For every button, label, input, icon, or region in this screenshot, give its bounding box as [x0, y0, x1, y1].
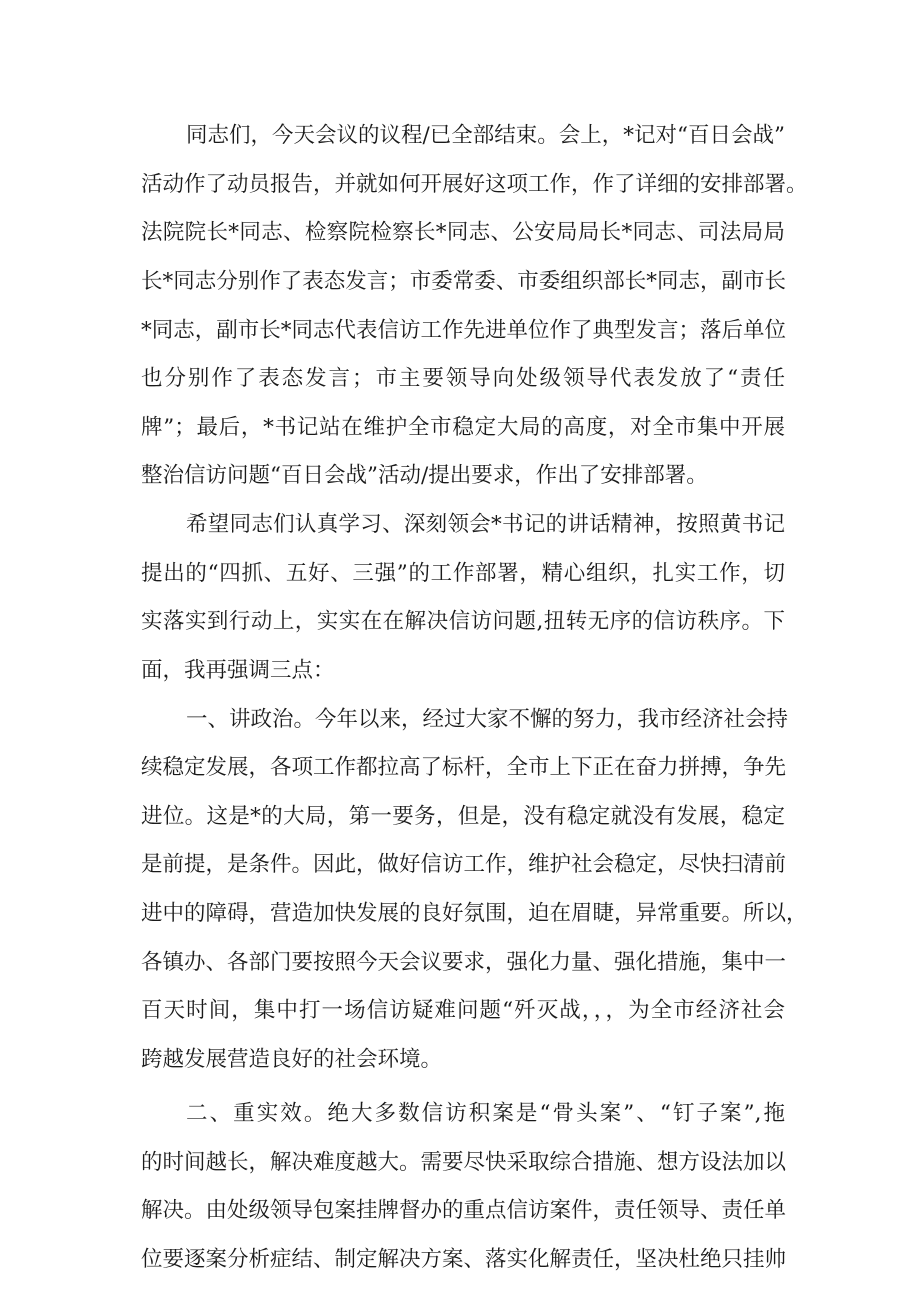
para-3-line-7: 百天时间，集中打一场信访疑难问题“歼灭战，，，为全市经济社会 — [141, 998, 785, 1023]
para-1-line-2: 活动作了动员报告，并就如何开展好这项工作，作了详细的安排部署。 — [141, 172, 808, 197]
para-1-line-4: 长*同志分别作了表态发言；市委常委、市委组织部长*同志，副市长 — [141, 269, 787, 294]
para-4-line-3: 解决。由处级领导包案挂牌督办的重点信访案件，责任领导、责任单 — [141, 1198, 787, 1223]
para-4-line-4: 位要逐案分析症结、制定解决方案、落实化解责任，坚决杜绝只挂帅 — [141, 1247, 787, 1272]
para-3-line-4: 是前提，是条件。因此，做好信访工作，维护社会稳定，尽快扫清前 — [141, 852, 787, 877]
para-3-line-5: 进中的障碍，营造加快发展的良好氛围，迫在眉睫，异常重要。所以， — [141, 901, 808, 926]
para-3-line-3: 进位。这是*的大局，第一要务，但是，没有稳定就没有发展，稳定 — [141, 804, 785, 829]
para-3-line-2: 续稳定发展，各项工作都拉高了标杆，全市上下正在奋力拼搏，争先 — [141, 755, 787, 780]
para-1-line-8: 整治信访问题“百日会战”活动/提出要求，作出了安排部署。 — [141, 463, 708, 488]
para-1-line-6: 也分别作了表态发言；市主要领导向处级领导代表发放了“责任 — [141, 366, 785, 391]
para-1-line-5: *同志，副市长*同志代表信访工作先进单位作了典型发言；落后单位 — [141, 318, 787, 343]
para-3-line-8: 跨越发展营造良好的社会环境。 — [141, 1047, 443, 1072]
para-4-line-2: 的时间越长，解决难度越大。需要尽快采取综合措施、想方设法加以 — [141, 1150, 787, 1175]
para-3-line-1: 一、讲政治。今年以来，经过大家不懈的努力，我市经济社会持 — [186, 707, 789, 732]
para-3-line-6: 各镇办、各部门要按照今天会议要求，强化力量、强化措施，集中一 — [141, 950, 787, 975]
para-2-line-2: 提出的“四抓、五好、三强”的工作部署，精心组织，扎实工作，切 — [141, 561, 785, 586]
para-1-line-7: 牌”；最后，*书记站在维护全市稳定大局的高度，对全市集中开展 — [141, 415, 785, 440]
para-4-line-1: 二、重实效。绝大多数信访积案是“骨头案”、“钉子案”,拖 — [186, 1101, 785, 1126]
para-2-line-4: 面，我再强调三点： — [141, 658, 335, 683]
para-1-line-3: 法院院长*同志、检察院检察长*同志、公安局局长*同志、司法局局 — [141, 220, 785, 245]
para-2-line-1: 希望同志们认真学习、深刻领会*书记的讲话精神，按照黄书记 — [186, 512, 785, 537]
para-1-line-1: 同志们，今天会议的议程/已全部结束。会上，*记对“百日会战” — [186, 123, 785, 148]
para-2-line-3: 实落实到行动上，实实在在解决信访问题,扭转无序的信访秩序。下 — [141, 609, 785, 634]
